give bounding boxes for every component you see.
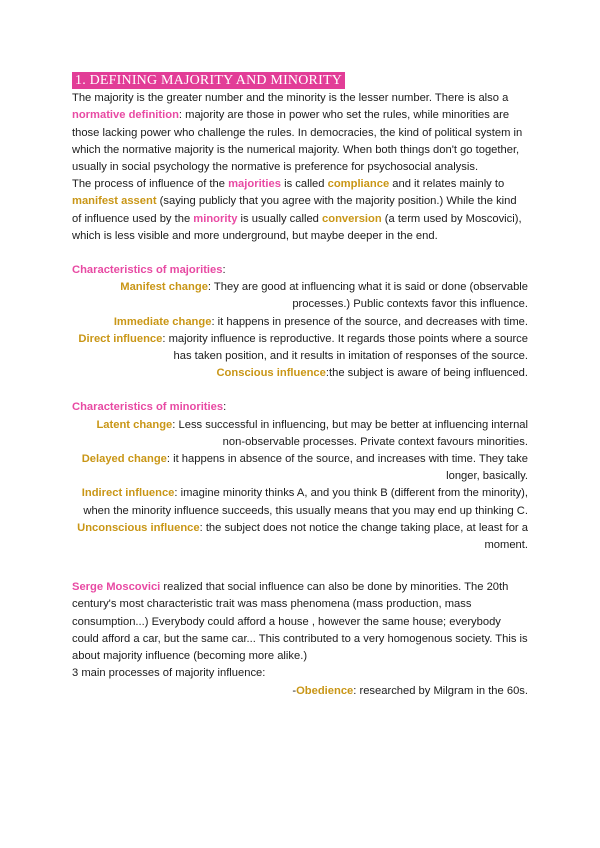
item-text: : imagine minority thinks A, and you think B (different from the minority), when the minority influence succeeds, this usually means that you may end up thinking C. bbox=[83, 487, 528, 517]
item-term: Unconscious influence bbox=[77, 521, 200, 534]
majorities-title-text: Characteristics of majorities bbox=[72, 264, 223, 277]
item-text: :the subject is aware of being influenced. bbox=[325, 367, 528, 380]
majorities-item bbox=[72, 314, 528, 331]
intro-text: : majority are those in power who set the rules, while minorities are those lacking power who challenge the rules. In democracies, the kind of political system in which the normative majority is the numerical majority. When both things don't go together, usually in social psychology the normative is preference for psychosocial analysis. bbox=[72, 109, 523, 174]
term-conversion: conversion bbox=[322, 212, 382, 225]
majorities-item bbox=[72, 331, 528, 365]
intro-text: is usually called bbox=[237, 212, 323, 225]
item-text: : majority influence is reproductive. It regards those points where a source has taken position, and it results in imitation of responses of the source. bbox=[162, 332, 528, 363]
item-text: : Less successful in influencing, but may be better at influencing internal non-observable processes. Private context favours minorities. bbox=[172, 418, 528, 448]
minorities-title-text: Characteristics of minorities bbox=[72, 401, 224, 414]
term-normative-definition: normative definition bbox=[72, 109, 179, 122]
term-minority: minority bbox=[193, 212, 238, 225]
majorities-title bbox=[72, 262, 528, 279]
intro-text: (a term used by Moscovici), which is less visible and more underground, but maybe deeper in the end. bbox=[72, 212, 522, 242]
item-text: : it happens in presence of the source, and decreases with time. bbox=[211, 315, 528, 328]
spacer bbox=[72, 554, 528, 579]
term-manifest-assent: manifest assent bbox=[72, 195, 157, 208]
minorities-item bbox=[72, 520, 528, 554]
item-term: Delayed change bbox=[81, 453, 167, 466]
term-serge-moscovici: Serge Moscovici bbox=[72, 581, 161, 594]
section-heading bbox=[72, 72, 528, 90]
minorities-item bbox=[72, 451, 528, 485]
minorities-item bbox=[72, 417, 528, 451]
moscovici-text: realized that social influence can also be done by minorities. The 20th century's most characteristic trait was mass phenomena (mass production, mass consumption...) Everybody could afford a house , however the same house; everybody could afford a car, but the same car... This contributed to a very homogenous society. This is about majority influence (becoming more alike.) bbox=[72, 581, 528, 663]
colon: : bbox=[222, 264, 226, 277]
heading-text: 1. DEFINING MAJORITY AND MINORITY bbox=[72, 72, 345, 89]
minorities-title bbox=[72, 399, 528, 416]
majorities-item bbox=[72, 279, 528, 313]
item-term: Manifest change bbox=[120, 281, 208, 294]
document-page bbox=[72, 72, 528, 700]
intro-text: The majority is the greater number and the minority is the lesser number. There is also a bbox=[72, 92, 509, 105]
intro-text: and it relates mainly to bbox=[389, 178, 505, 191]
obedience-item bbox=[72, 683, 528, 700]
obedience-text: : researched by Milgram in the 60s. bbox=[353, 684, 528, 697]
colon: : bbox=[223, 401, 227, 414]
item-term: Immediate change bbox=[113, 315, 212, 328]
item-term: Latent change bbox=[96, 418, 173, 431]
moscovici-paragraph bbox=[72, 579, 528, 665]
minorities-item bbox=[72, 485, 528, 519]
item-text: : it happens in absence of the source, and increases with time. They take longer, basically. bbox=[166, 453, 528, 483]
item-term: Direct influence bbox=[78, 332, 163, 345]
intro-paragraph-1 bbox=[72, 90, 528, 176]
term-obedience: Obedience bbox=[296, 684, 354, 697]
dash: - bbox=[292, 684, 297, 697]
term-majorities: majorities bbox=[228, 178, 281, 191]
intro-text: is called bbox=[280, 178, 328, 191]
item-term: Conscious influence bbox=[216, 367, 326, 380]
majorities-item bbox=[72, 365, 528, 382]
processes-line: 3 main processes of majority influence: bbox=[72, 667, 266, 680]
intro-paragraph-2 bbox=[72, 176, 528, 245]
term-compliance: compliance bbox=[327, 178, 390, 191]
item-text: : the subject does not notice the change taking place, at least for a moment. bbox=[199, 521, 528, 552]
intro-text: The process of influence of the bbox=[72, 178, 229, 191]
item-text: : They are good at influencing what it is said or done (observable processes.) Public contexts favor this influence. bbox=[207, 281, 528, 311]
intro-text: (saying publicly that you agree with the majority position.) While the kind of influence used by the bbox=[72, 195, 517, 225]
item-term: Indirect influence bbox=[81, 487, 175, 500]
